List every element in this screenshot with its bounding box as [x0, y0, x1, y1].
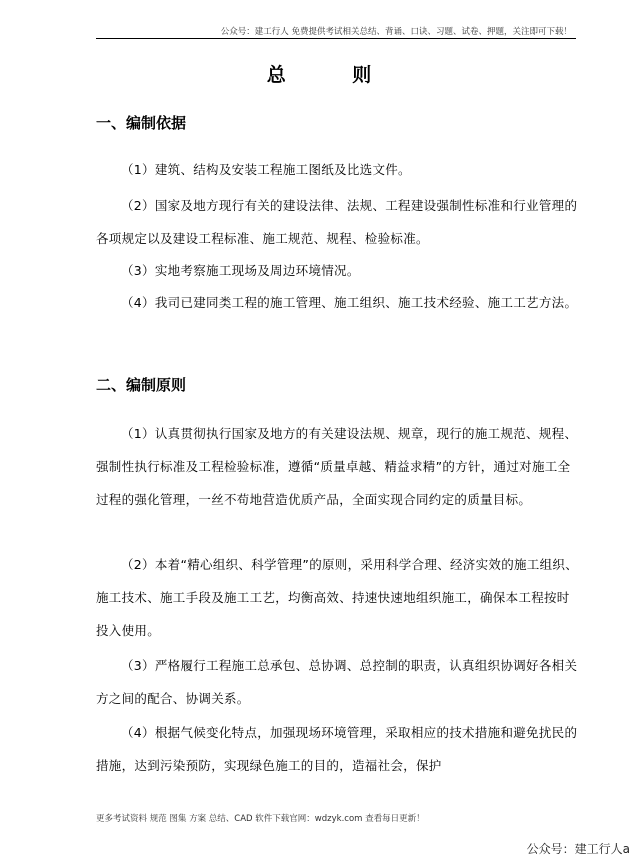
page-title: 总 则 [266, 64, 402, 86]
paragraph [96, 254, 580, 287]
footer-note: 更多考试资料 规范 图集 方案 总结、CAD 软件下载官网：wdzyk.com 查看每日更新！ [96, 814, 425, 824]
paragraph [96, 649, 580, 715]
paragraph-text: （1）建筑、结构及安装工程施工图纸及比选文件。 [121, 162, 411, 177]
paragraph-text: （1）认真贯彻执行国家及地方的有关建设法规、规章，现行的施工规范、规程、强制性执行标准及工程检验标准，遵循“质量卓越、精益求精”的方针，通过对施工全过程的强化管理，一丝不苟地营造优质产品，全面实现合同约定的质量目标。 [96, 426, 578, 507]
paragraph-text: （2）本着“精心组织、科学管理”的原则，采用科学合理、经济实效的施工组织、施工技术、施工手段及施工工艺，均衡高效、持速快速地组织施工，确保本工程按时投入使用。 [96, 557, 579, 638]
paragraph-text: （4）根据气候变化特点，加强现场环境管理，采取相应的技术措施和避免扰民的措施，达到污染预防，实现绿色施工的目的，造福社会，保护 [96, 725, 578, 773]
header-divider [96, 38, 576, 39]
header-note: 公众号：建工行人 免费提供考试相关总结、背诵、口诀、习题、试卷、押题，关注即可下载！ [220, 27, 572, 37]
paragraph [96, 286, 580, 319]
paragraph [96, 189, 580, 255]
paragraph [96, 548, 580, 647]
watermark: 公众号：建工行人a [526, 842, 630, 856]
paragraph-text: （2）国家及地方现行有关的建设法律、法规、工程建设强制性标准和行业管理的各项规定以及建设工程标准、施工规范、规程、检验标准。 [96, 198, 578, 246]
paragraph-text: （3）实地考察施工现场及周边环境情况。 [121, 263, 360, 278]
paragraph [96, 153, 580, 186]
paragraph-text: （4）我司已建同类工程的施工管理、施工组织、施工技术经验、施工工艺方法。 [121, 295, 578, 310]
paragraph [96, 716, 580, 782]
paragraph-text: （3）严格履行工程施工总承包、总协调、总控制的职责，认真组织协调好各相关方之间的配合、协调关系。 [96, 658, 578, 706]
section-heading-basis: 一、编制依据 [96, 114, 187, 132]
section-heading-principles: 二、编制原则 [96, 376, 187, 394]
paragraph [96, 417, 580, 516]
